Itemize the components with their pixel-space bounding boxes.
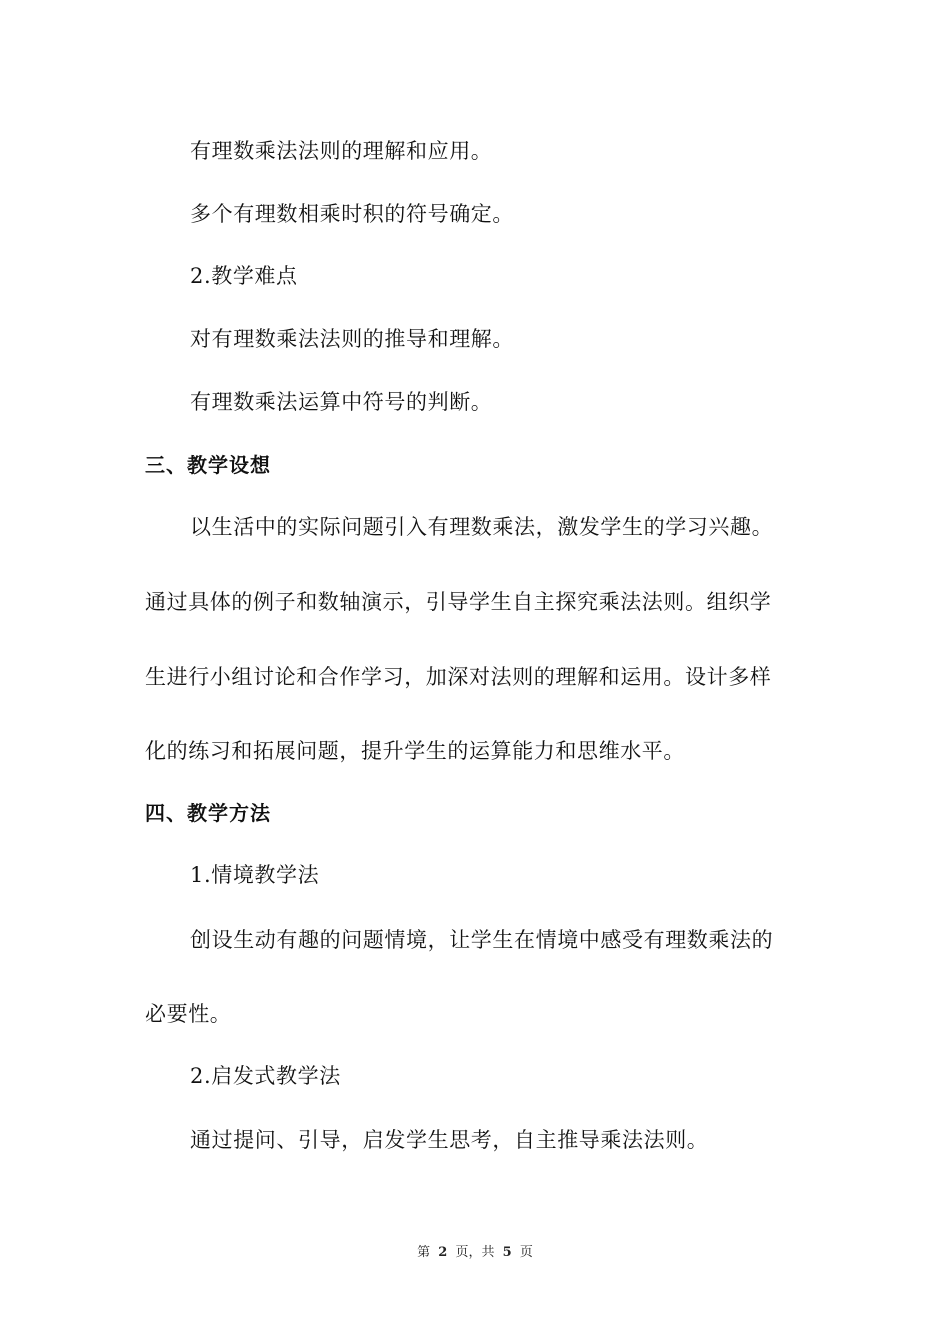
paragraph-line: 化的练习和拓展问题，提升学生的运算能力和思维水平。: [145, 739, 685, 763]
footer-middle: 页，共: [455, 1245, 495, 1260]
section-heading-teaching-concept: 三、教学设想: [145, 453, 271, 477]
subheading-situational-method: 1.情境教学法: [190, 863, 320, 887]
paragraph-line: 生进行小组讨论和合作学习，加深对法则的理解和运用。设计多样: [145, 665, 772, 689]
page-footer: [0, 1243, 950, 1263]
current-page-number: 2: [438, 1245, 448, 1260]
subheading-teaching-difficulty: 2.教学难点: [190, 264, 298, 288]
body-line: 多个有理数相乘时积的符号确定。: [190, 202, 514, 226]
section-heading-teaching-methods: 四、教学方法: [145, 801, 271, 825]
paragraph-line: 创设生动有趣的问题情境，让学生在情境中感受有理数乘法的: [190, 928, 774, 952]
paragraph-line: 以生活中的实际问题引入有理数乘法，激发学生的学习兴趣。: [190, 515, 774, 539]
paragraph-line: 必要性。: [145, 1002, 232, 1026]
footer-prefix: 第: [417, 1245, 431, 1260]
body-line: 对有理数乘法法则的推导和理解。: [190, 327, 514, 351]
subheading-heuristic-method: 2.启发式教学法: [190, 1064, 341, 1088]
footer-suffix: 页: [519, 1245, 533, 1260]
body-line: 有理数乘法法则的理解和应用。: [190, 139, 493, 163]
total-pages-number: 5: [502, 1245, 512, 1260]
body-line: 有理数乘法运算中符号的判断。: [190, 390, 493, 414]
paragraph-line: 通过具体的例子和数轴演示，引导学生自主探究乘法法则。组织学: [145, 590, 772, 614]
paragraph-line: 通过提问、引导，启发学生思考，自主推导乘法法则。: [190, 1128, 709, 1152]
